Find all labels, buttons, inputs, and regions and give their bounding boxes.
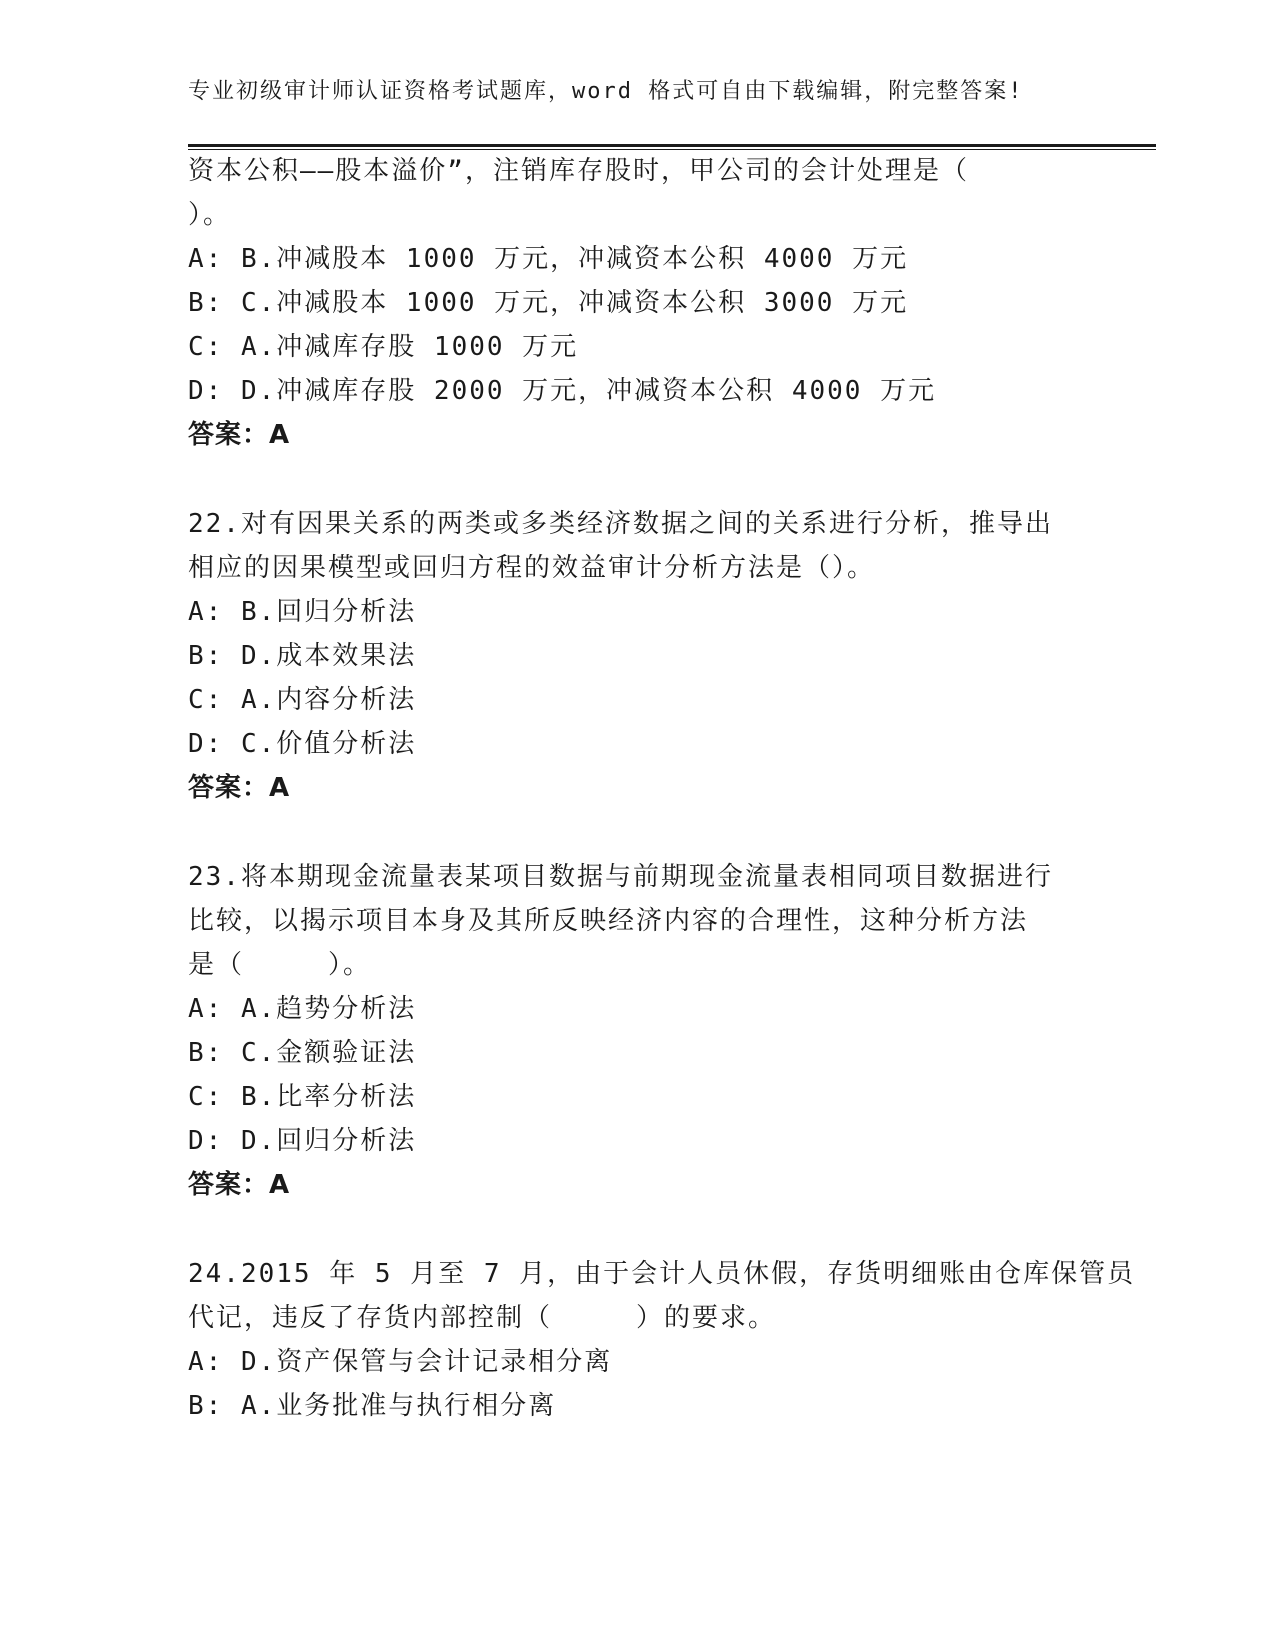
option-d: D: D.回归分析法 xyxy=(188,1126,417,1156)
answer: 答案：A xyxy=(188,773,291,803)
answer: 答案：A xyxy=(188,1170,291,1200)
option-b: B: C.冲减股本 1000 万元，冲减资本公积 3000 万元 xyxy=(188,288,909,318)
option-d: D: D.冲减库存股 2000 万元，冲减资本公积 4000 万元 xyxy=(188,376,937,406)
question-stem: 23.将本期现金流量表某项目数据与前期现金流量表相同项目数据进行 xyxy=(188,862,1053,892)
option-a: A: B.冲减股本 1000 万元，冲减资本公积 4000 万元 xyxy=(188,244,909,274)
question-stem: 22.对有因果关系的两类或多类经济数据之间的关系进行分析，推导出 xyxy=(188,509,1053,539)
option-d: D: C.价值分析法 xyxy=(188,729,417,759)
header-rule xyxy=(188,144,1156,150)
question-stem: ）。 xyxy=(188,200,232,230)
option-c: C: B.比率分析法 xyxy=(188,1082,417,1112)
option-a: A: B.回归分析法 xyxy=(188,597,417,627)
option-a: A: D.资产保管与会计记录相分离 xyxy=(188,1347,613,1377)
answer: 答案：A xyxy=(188,420,291,450)
question-stem: 代记，违反了存货内部控制（ ）的要求。 xyxy=(188,1303,777,1333)
question-stem: 相应的因果模型或回归方程的效益审计分析方法是（）。 xyxy=(188,553,876,583)
page-header: 专业初级审计师认证资格考试题库，word 格式可自由下载编辑，附完整答案! xyxy=(188,79,1024,104)
option-a: A: A.趋势分析法 xyxy=(188,994,417,1024)
option-c: C: A.冲减库存股 1000 万元 xyxy=(188,332,579,362)
option-c: C: A.内容分析法 xyxy=(188,685,417,715)
question-stem: 资本公积——股本溢价”，注销库存股时，甲公司的会计处理是（ xyxy=(188,156,969,186)
question-stem: 是（ ）。 xyxy=(188,950,372,980)
question-stem: 比较，以揭示项目本身及其所反映经济内容的合理性，这种分析方法 xyxy=(188,906,1029,936)
question-stem: 24.2015 年 5 月至 7 月，由于会计人员休假，存货明细账由仓库保管员 xyxy=(188,1259,1136,1289)
option-b: B: D.成本效果法 xyxy=(188,641,417,671)
option-b: B: C.金额验证法 xyxy=(188,1038,417,1068)
option-b: B: A.业务批准与执行相分离 xyxy=(188,1391,557,1421)
